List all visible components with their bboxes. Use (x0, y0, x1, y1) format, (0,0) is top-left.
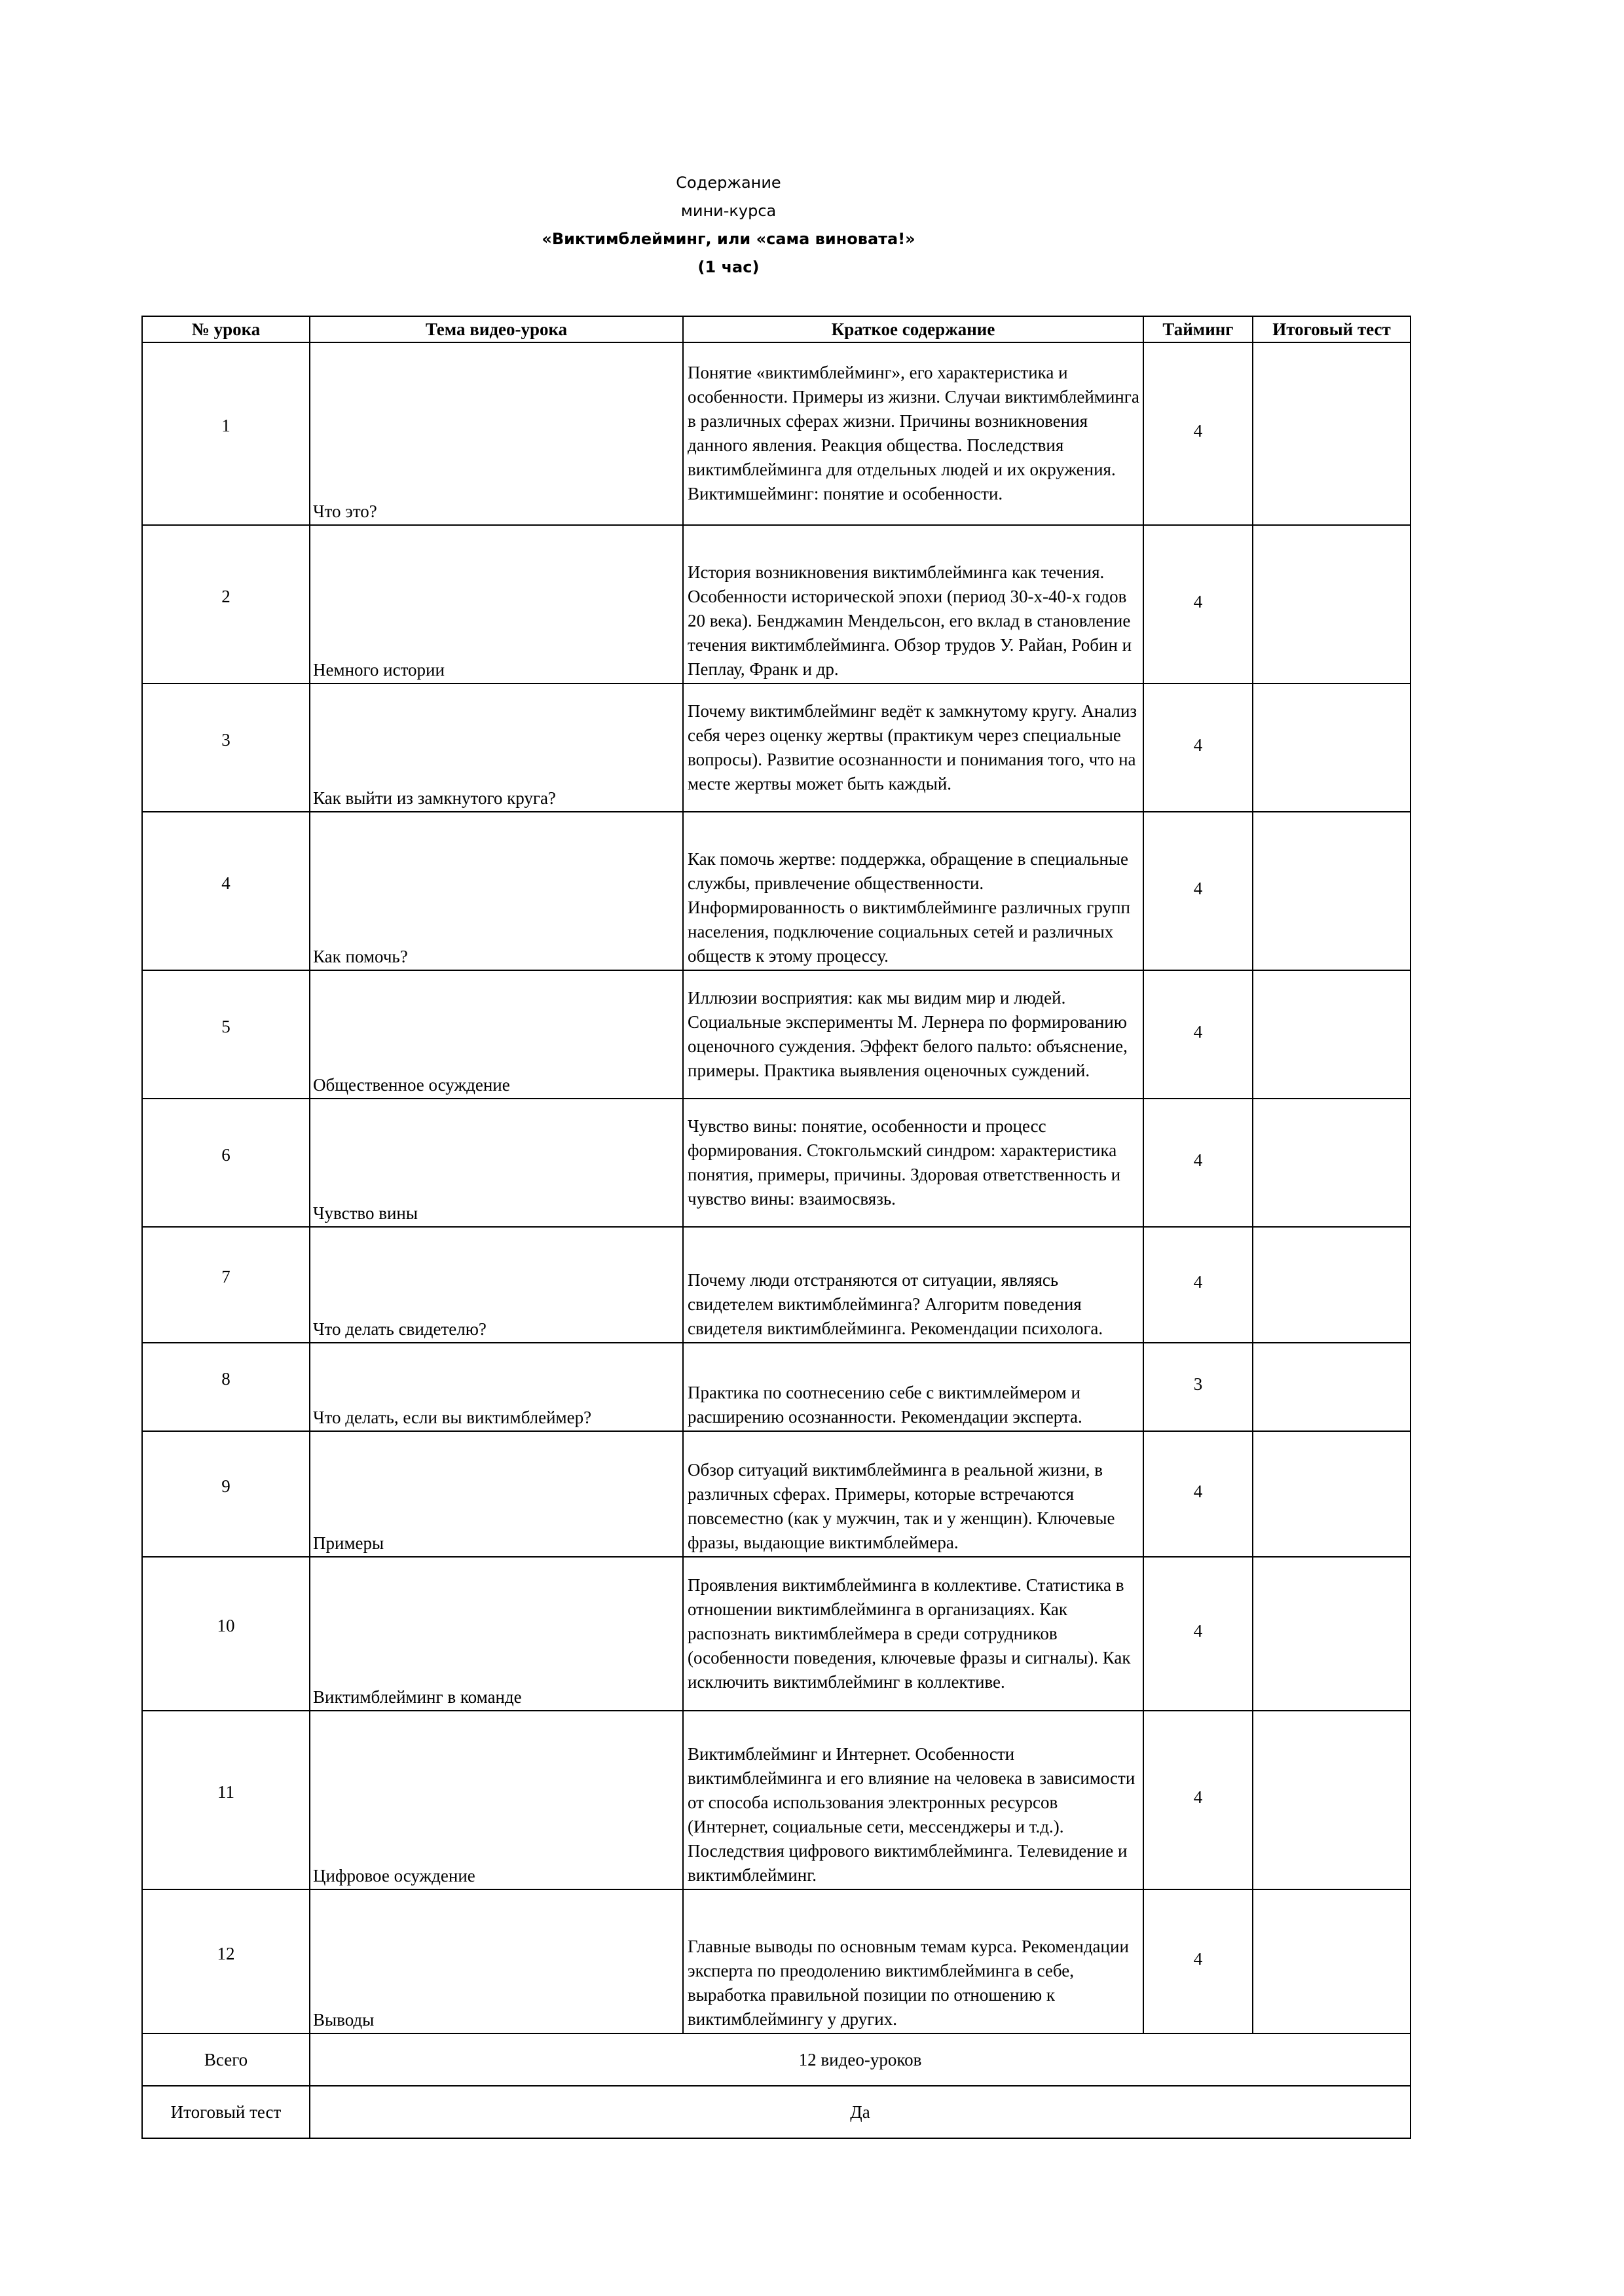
lesson-content: Практика по соотнесению себе с виктимлеймером и расширению осознанности. Рекомендации эксперта. (683, 1343, 1143, 1431)
table-row (142, 1557, 1411, 1711)
course-duration: (1 час) (697, 258, 760, 276)
lesson-number: 7 (142, 1227, 310, 1343)
lesson-number: 6 (142, 1099, 310, 1227)
lesson-timing: 4 (1143, 1099, 1253, 1227)
lesson-timing: 4 (1143, 812, 1253, 970)
table-row (142, 1343, 1411, 1431)
lesson-test (1253, 1431, 1411, 1557)
header-subtitle: мини-курса (680, 202, 777, 220)
lesson-content: Иллюзии восприятия: как мы видим мир и людей. Социальные эксперименты М. Лернера по формированию оценочного суждения. Эффект белого пальто: объяснение, примеры. Практика выявления оценочных суждений. (683, 970, 1143, 1099)
lesson-topic: Что это? (310, 342, 683, 525)
lesson-timing: 4 (1143, 1227, 1253, 1343)
lesson-number: 2 (142, 525, 310, 683)
table-row (142, 342, 1411, 525)
lesson-test (1253, 525, 1411, 683)
lesson-content: Обзор ситуаций виктимблейминга в реальной жизни, в различных сферах. Примеры, которые встречаются повсеместно (как у мужчин, так и у женщин). Ключевые фразы, выдающие виктимблеймера. (683, 1431, 1143, 1557)
lesson-content: Почему люди отстраняются от ситуации, являясь свидетелем виктимблейминга? Алгоритм поведения свидетеля виктимблейминга. Рекомендации психолога. (683, 1227, 1143, 1343)
lesson-number: 4 (142, 812, 310, 970)
lesson-content: Проявления виктимблейминга в коллективе. Статистика в отношении виктимблейминга в организациях. Как распознать виктимблеймера в среди сотрудников (особенности поведения, ключевые фразы и сигналы). Как исключить виктимблейминг в коллективе. (683, 1557, 1143, 1711)
lesson-number: 12 (142, 1889, 310, 2033)
lesson-timing: 4 (1143, 1711, 1253, 1889)
lesson-test (1253, 1343, 1411, 1431)
lesson-test (1253, 1889, 1411, 2033)
lesson-topic: Виктимблейминг в команде (310, 1557, 683, 1711)
lesson-topic: Примеры (310, 1431, 683, 1557)
table-row (142, 1889, 1411, 2033)
lesson-timing: 4 (1143, 970, 1253, 1099)
header-title: Содержание (676, 173, 781, 192)
course-table-wrapper (141, 316, 1411, 2139)
lesson-content: Чувство вины: понятие, особенности и процесс формирования. Стокгольмский синдром: характеристика понятия, примеры, причины. Здоровая ответственность и чувство вины: взаимосвязь. (683, 1099, 1143, 1227)
lesson-test (1253, 1099, 1411, 1227)
lesson-number: 5 (142, 970, 310, 1099)
lesson-timing: 4 (1143, 1889, 1253, 2033)
column-header-number: № урока (142, 316, 310, 342)
lesson-topic: Общественное осуждение (310, 970, 683, 1099)
final-test-value: Да (310, 2086, 1411, 2138)
final-test-row (142, 2086, 1411, 2138)
table-header-row (142, 316, 1411, 342)
lesson-test (1253, 970, 1411, 1099)
lesson-timing: 3 (1143, 1343, 1253, 1431)
table-row (142, 812, 1411, 970)
total-label: Всего (142, 2033, 310, 2086)
lesson-number: 3 (142, 683, 310, 812)
course-table (141, 316, 1411, 2139)
table-row (142, 1431, 1411, 1557)
table-row (142, 1099, 1411, 1227)
lesson-topic: Что делать, если вы виктимблеймер? (310, 1343, 683, 1431)
lesson-content: Виктимблейминг и Интернет. Особенности виктимблейминга и его влияние на человека в зависимости от способа использования электронных ресурсов (Интернет, социальные сети, мессенджеры и т.д.). Последствия цифрового виктимблейминга. Телевидение и виктимблейминг. (683, 1711, 1143, 1889)
lesson-content: Почему виктимблейминг ведёт к замкнутому кругу. Анализ себя через оценку жертвы (практикум через специальные вопросы). Развитие осознанности и понимания того, что на месте жертвы может быть каждый. (683, 683, 1143, 812)
lesson-number: 1 (142, 342, 310, 525)
column-header-content: Краткое содержание (683, 316, 1143, 342)
lesson-topic: Немного истории (310, 525, 683, 683)
total-row (142, 2033, 1411, 2086)
table-row (142, 970, 1411, 1099)
lesson-test (1253, 1711, 1411, 1889)
table-row (142, 1227, 1411, 1343)
lesson-number: 11 (142, 1711, 310, 1889)
lesson-topic: Чувство вины (310, 1099, 683, 1227)
course-title: «Виктимблейминг, или «сама виновата!» (542, 230, 915, 248)
document-header (0, 169, 1457, 282)
column-header-final-test: Итоговый тест (1253, 316, 1411, 342)
lesson-test (1253, 1557, 1411, 1711)
lesson-timing: 4 (1143, 683, 1253, 812)
lesson-test (1253, 1227, 1411, 1343)
lesson-timing: 4 (1143, 342, 1253, 525)
table-row (142, 683, 1411, 812)
table-row (142, 1711, 1411, 1889)
lesson-topic: Как помочь? (310, 812, 683, 970)
lesson-content: Понятие «виктимблейминг», его характеристика и особенности. Примеры из жизни. Случаи виктимблейминга в различных сферах жизни. Причины возникновения данного явления. Реакция общества. Последствия виктимблейминга для отдельных людей и их окружения. Виктимшейминг: понятие и особенности. (683, 342, 1143, 525)
lesson-number: 10 (142, 1557, 310, 1711)
table-row (142, 525, 1411, 683)
lesson-timing: 4 (1143, 1557, 1253, 1711)
lesson-number: 8 (142, 1343, 310, 1431)
final-test-label: Итоговый тест (142, 2086, 310, 2138)
total-value: 12 видео-уроков (310, 2033, 1411, 2086)
column-header-timing: Тайминг (1143, 316, 1253, 342)
lesson-content: Как помочь жертве: поддержка, обращение в специальные службы, привлечение общественности. Информированность о виктимблейминге различных групп населения, подключение социальных сетей и различных обществ к этому процессу. (683, 812, 1143, 970)
lesson-timing: 4 (1143, 525, 1253, 683)
column-header-topic: Тема видео-урока (310, 316, 683, 342)
lesson-topic: Что делать свидетелю? (310, 1227, 683, 1343)
lesson-test (1253, 683, 1411, 812)
lesson-topic: Выводы (310, 1889, 683, 2033)
lesson-topic: Как выйти из замкнутого круга? (310, 683, 683, 812)
lesson-topic: Цифровое осуждение (310, 1711, 683, 1889)
lesson-test (1253, 342, 1411, 525)
lesson-test (1253, 812, 1411, 970)
lesson-content: История возникновения виктимблейминга как течения. Особенности исторической эпохи (период 30-х-40-х годов 20 века). Бенджамин Мендельсон, его вклад в становление течения виктимблейминга. Обзор трудов У. Райан, Робин и Пеплау, Франк и др. (683, 525, 1143, 683)
lesson-timing: 4 (1143, 1431, 1253, 1557)
lesson-content: Главные выводы по основным темам курса. Рекомендации эксперта по преодолению виктимблейминга в себе, выработка правильной позиции по отношению к виктимблеймингу у других. (683, 1889, 1143, 2033)
lesson-number: 9 (142, 1431, 310, 1557)
